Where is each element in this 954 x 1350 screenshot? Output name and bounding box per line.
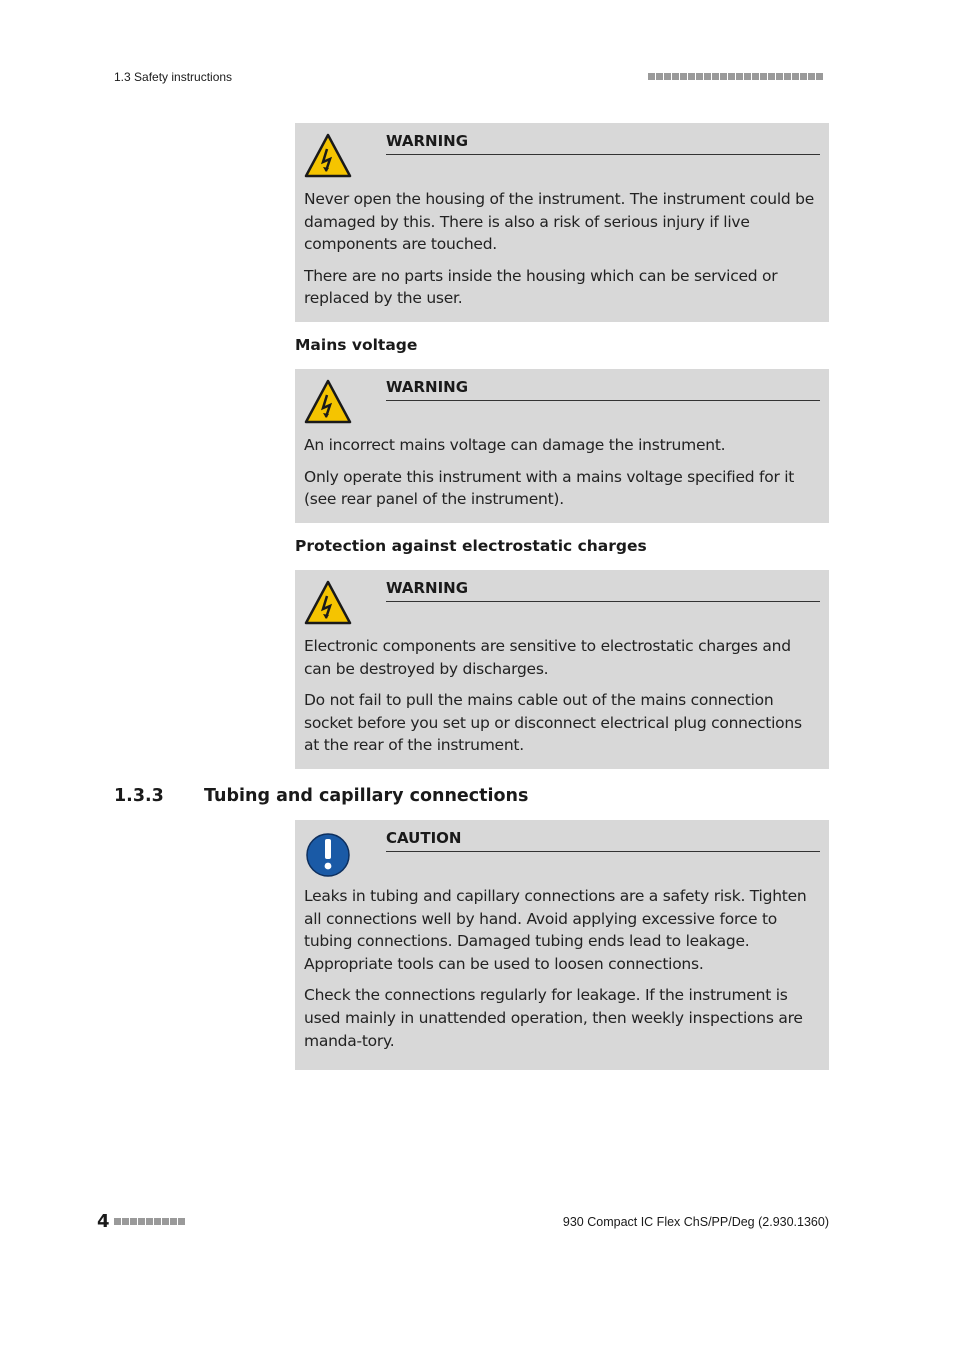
subheading-mains-voltage: Mains voltage	[295, 336, 418, 354]
high-voltage-warning-icon	[304, 378, 352, 426]
footer-decorative-dots	[114, 1218, 185, 1225]
warning-paragraph: An incorrect mains voltage can damage the instrument.	[304, 436, 726, 454]
caution-paragraph: Leaks in tubing and capillary connections are a safety risk. Tighten all connections well by hand. Avoid applying excessive force to tubing connections. Damaged tubing ends lead to leakage. Appropriate tools can be used to loosen connections.	[304, 887, 807, 973]
warning-paragraph: Do not fail to pull the mains cable out of the mains connection socket before you set up or disconnect electrical plug connections at the rear of the instrument.	[304, 691, 802, 755]
section-title: Tubing and capillary connections	[204, 786, 529, 806]
caution-paragraph: Check the connections regularly for leakage. If the instrument is used mainly in unattended operation, then weekly inspections are manda-tory.	[304, 986, 803, 1050]
high-voltage-warning-icon	[304, 579, 352, 627]
header-decorative-dots	[648, 73, 823, 80]
warning-label: WARNING	[386, 579, 820, 602]
document-title: 930 Compact IC Flex ChS/PP/Deg (2.930.1360)	[562, 1215, 829, 1229]
warning-paragraph: Never open the housing of the instrument. The instrument could be damaged by this. There is also a risk of serious injury if live components are touched.	[304, 190, 815, 254]
warning-label: WARNING	[386, 378, 820, 401]
section-heading	[114, 786, 528, 806]
warning-paragraph: Only operate this instrument with a mains voltage specified for it (see rear panel of the instrument).	[304, 467, 795, 509]
caution-exclamation-icon	[304, 829, 352, 877]
caution-box-tubing	[295, 820, 829, 1070]
warning-box-housing	[295, 123, 829, 322]
page-header-section: 1.3 Safety instructions	[114, 70, 233, 84]
warning-box-mains-voltage	[295, 369, 829, 523]
high-voltage-warning-icon	[304, 132, 352, 180]
warning-paragraph: Electronic components are sensitive to electrostatic charges and can be destroyed by discharges.	[304, 637, 791, 678]
subheading-electrostatic: Protection against electrostatic charges	[295, 537, 647, 555]
caution-label: CAUTION	[386, 829, 820, 852]
page-number: 4	[97, 1211, 110, 1232]
section-number: 1.3.3	[114, 786, 164, 806]
warning-box-electrostatic	[295, 570, 829, 769]
warning-label: WARNING	[386, 132, 820, 155]
warning-paragraph: There are no parts inside the housing which can be serviced or replaced by the user.	[304, 266, 778, 308]
